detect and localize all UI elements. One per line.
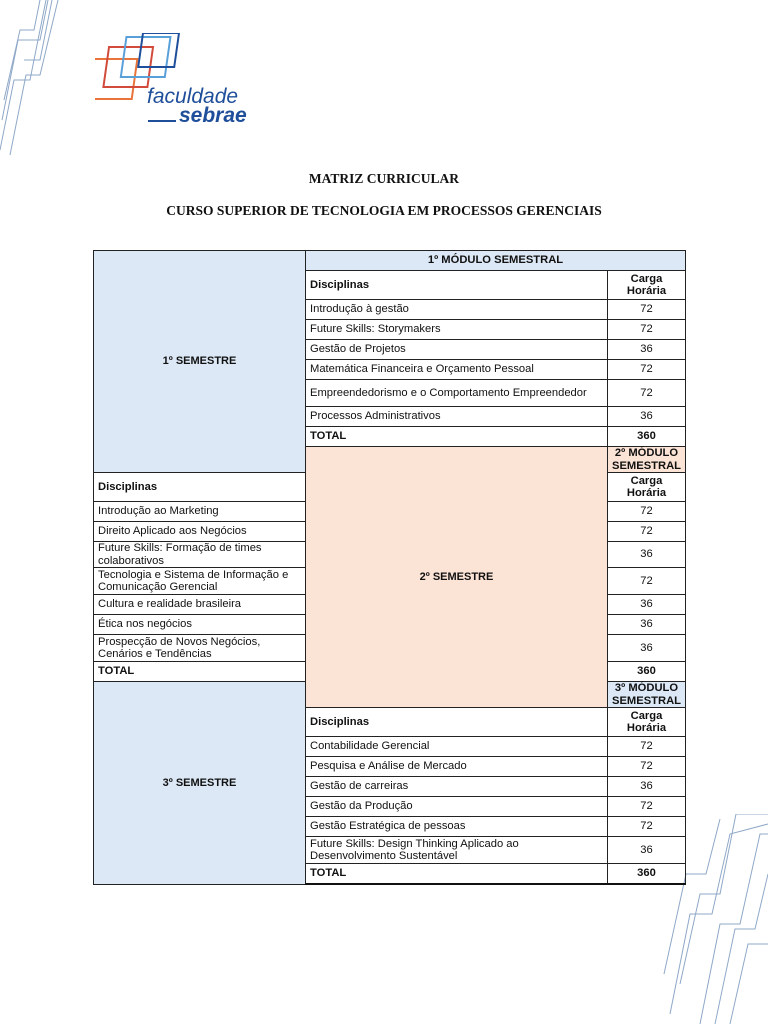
discipline-name: Empreendedorismo e o Comportamento Empreendedor bbox=[306, 380, 608, 407]
module-1-heading: 1º MÓDULO SEMESTRAL bbox=[306, 251, 686, 271]
total-label: TOTAL bbox=[94, 662, 306, 682]
discipline-hours: 72 bbox=[608, 300, 686, 320]
discipline-name: Introdução à gestão bbox=[306, 300, 608, 320]
total-hours: 360 bbox=[608, 864, 686, 885]
document-subtitle: CURSO SUPERIOR DE TECNOLOGIA EM PROCESSOS GERENCIAIS bbox=[166, 203, 602, 218]
column-header-carga: Carga Horária bbox=[608, 708, 686, 737]
total-hours: 360 bbox=[608, 662, 686, 682]
module-3-heading: 3º MÓDULO SEMESTRAL bbox=[608, 682, 686, 708]
discipline-hours: 72 bbox=[608, 522, 686, 542]
discipline-name: Gestão Estratégica de pessoas bbox=[306, 817, 608, 837]
column-header-disciplinas: Disciplinas bbox=[306, 271, 608, 300]
discipline-name: Tecnologia e Sistema de Informação e Comunicação Gerencial bbox=[94, 568, 306, 595]
logo-underline bbox=[148, 120, 176, 122]
document-title: MATRIZ CURRICULAR bbox=[308, 171, 460, 186]
total-label: TOTAL bbox=[306, 427, 608, 447]
discipline-name: Prospecção de Novos Negócios, Cenários e Tendências bbox=[94, 635, 306, 662]
logo-text-sebrae: sebrae bbox=[179, 104, 247, 127]
semester-3-label: 3º SEMESTRE bbox=[94, 682, 306, 885]
logo-text-faculdade: faculdade bbox=[147, 85, 239, 108]
discipline-name: Gestão da Produção bbox=[306, 797, 608, 817]
discipline-name: Ética nos negócios bbox=[94, 615, 306, 635]
discipline-hours: 72 bbox=[608, 502, 686, 522]
total-label: TOTAL bbox=[306, 864, 608, 885]
discipline-name: Future Skills: Formação de times colaborativos bbox=[94, 542, 306, 568]
discipline-hours: 36 bbox=[608, 595, 686, 615]
discipline-hours: 72 bbox=[608, 320, 686, 340]
discipline-hours: 36 bbox=[608, 542, 686, 568]
discipline-hours: 36 bbox=[608, 837, 686, 864]
total-hours: 360 bbox=[608, 427, 686, 447]
discipline-hours: 72 bbox=[608, 757, 686, 777]
discipline-hours: 36 bbox=[608, 407, 686, 427]
discipline-hours: 72 bbox=[608, 797, 686, 817]
discipline-hours: 36 bbox=[608, 635, 686, 662]
column-header-carga: Carga Horária bbox=[608, 473, 686, 502]
discipline-hours: 72 bbox=[608, 380, 686, 407]
discipline-hours: 36 bbox=[608, 777, 686, 797]
discipline-name: Gestão de Projetos bbox=[306, 340, 608, 360]
decorative-lines-top-left bbox=[0, 0, 90, 170]
discipline-hours: 72 bbox=[608, 737, 686, 757]
discipline-name: Processos Administrativos bbox=[306, 407, 608, 427]
discipline-hours: 36 bbox=[608, 615, 686, 635]
discipline-name: Future Skills: Design Thinking Aplicado ao Desenvolvimento Sustentável bbox=[306, 837, 608, 864]
discipline-name: Introdução ao Marketing bbox=[94, 502, 306, 522]
discipline-hours: 72 bbox=[608, 360, 686, 380]
discipline-hours: 72 bbox=[608, 817, 686, 837]
curriculum-table bbox=[93, 250, 686, 885]
semester-2-label: 2º SEMESTRE bbox=[306, 447, 608, 708]
discipline-name: Pesquisa e Análise de Mercado bbox=[306, 757, 608, 777]
discipline-name: Future Skills: Storymakers bbox=[306, 320, 608, 340]
discipline-name: Cultura e realidade brasileira bbox=[94, 595, 306, 615]
column-header-carga: Carga Horária bbox=[608, 271, 686, 300]
discipline-name: Contabilidade Gerencial bbox=[306, 737, 608, 757]
discipline-name: Direito Aplicado aos Negócios bbox=[94, 522, 306, 542]
discipline-hours: 36 bbox=[608, 340, 686, 360]
discipline-name: Matemática Financeira e Orçamento Pessoal bbox=[306, 360, 608, 380]
discipline-hours: 72 bbox=[608, 568, 686, 595]
column-header-disciplinas: Disciplinas bbox=[306, 708, 608, 737]
module-2-heading: 2º MÓDULO SEMESTRAL bbox=[608, 447, 686, 473]
discipline-name: Gestão de carreiras bbox=[306, 777, 608, 797]
column-header-disciplinas: Disciplinas bbox=[94, 473, 306, 502]
semester-1-label: 1º SEMESTRE bbox=[94, 251, 306, 473]
